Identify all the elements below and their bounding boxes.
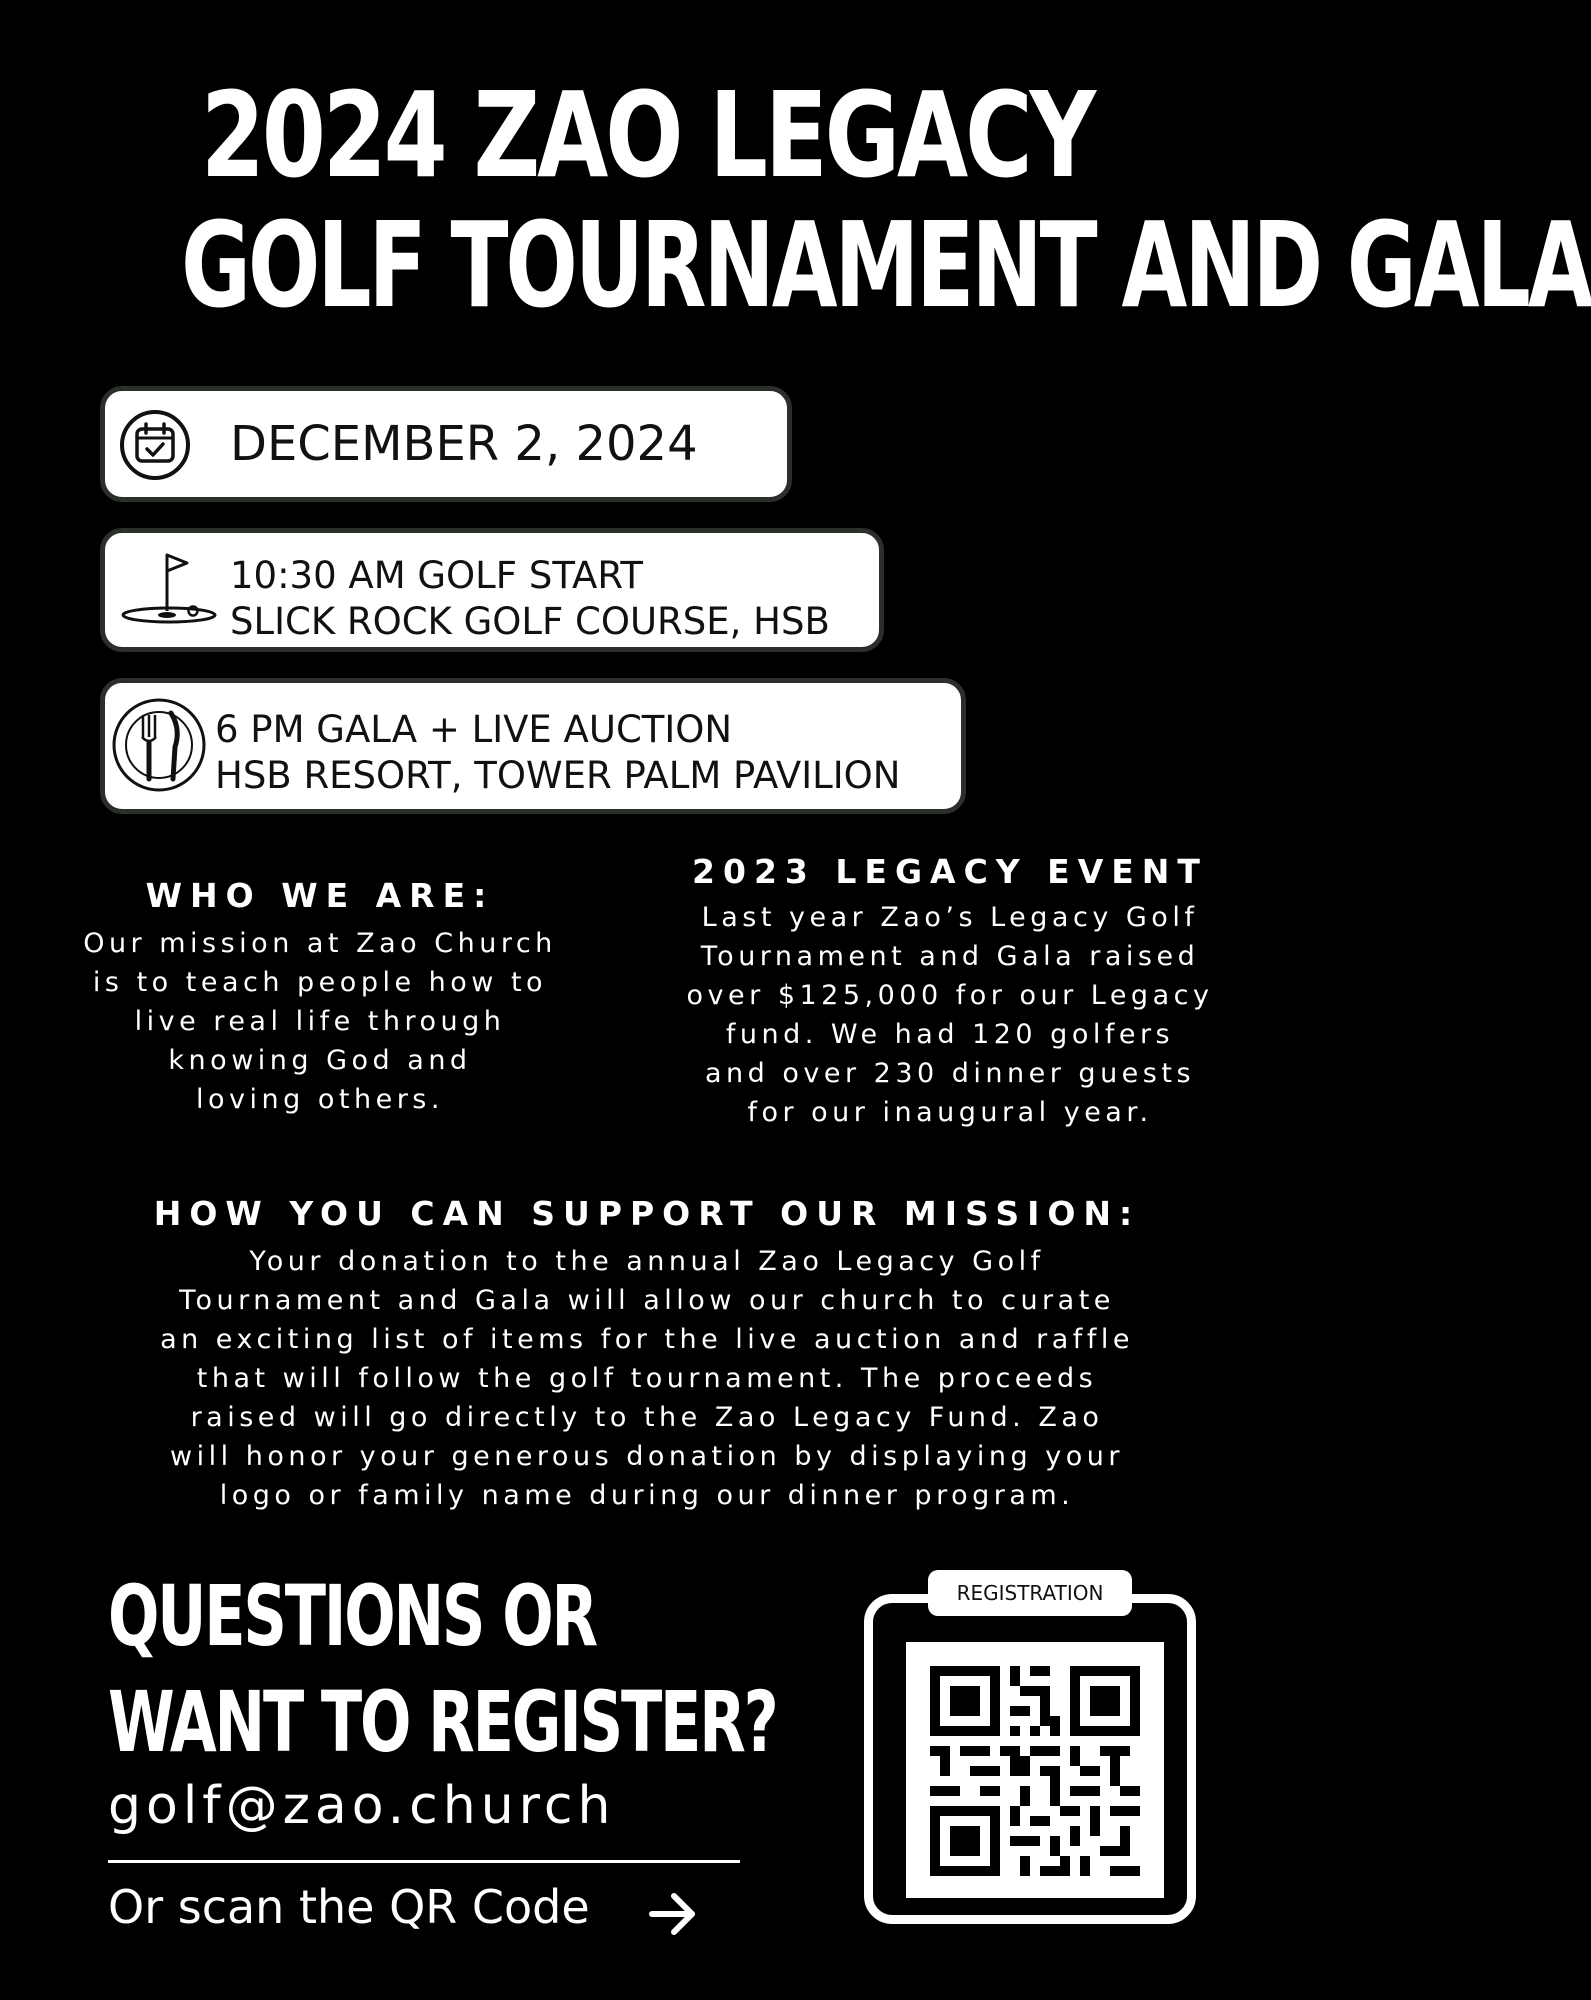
date-pill	[100, 386, 792, 502]
gala-pill	[100, 678, 966, 814]
event-title-line-1: 2024 ZAO LEGACY	[200, 66, 1094, 204]
text-line: will honor your generous donation by displaying your	[170, 1441, 1124, 1472]
text-line: live real life through	[134, 1006, 506, 1037]
text-line: Last year Zao’s Legacy Golf	[701, 902, 1199, 933]
gala-location: HSB RESORT, TOWER PALM PAVILION	[215, 754, 901, 797]
registration-tab-label: REGISTRATION	[928, 1570, 1132, 1616]
scan-qr-text: Or scan the QR Code	[108, 1880, 590, 1934]
text-line: is to teach people how to	[92, 967, 548, 998]
text-line: fund. We had 120 golfers	[725, 1019, 1175, 1050]
text-line: Our mission at Zao Church	[83, 928, 557, 959]
divider	[108, 1860, 740, 1863]
golf-flag-icon	[119, 549, 223, 638]
text-line: and over 230 dinner guests	[704, 1058, 1196, 1089]
legacy-2023-text	[655, 898, 1245, 1132]
support-text	[75, 1242, 1219, 1515]
event-date: DECEMBER 2, 2024	[230, 416, 698, 472]
contact-email-link[interactable]: golf@zao.church	[108, 1776, 616, 1836]
text-line: Tournament and Gala raised	[700, 941, 1200, 972]
text-line: raised will go directly to the Zao Legacy Fund. Zao	[190, 1402, 1104, 1433]
text-line: Tournament and Gala will allow our church to curate	[179, 1285, 1115, 1316]
golf-course-location: SLICK ROCK GOLF COURSE, HSB	[230, 600, 830, 643]
event-title-line-2: GOLF TOURNAMENT AND GALA	[181, 196, 1591, 334]
text-line: Your donation to the annual Zao Legacy Golf	[249, 1246, 1045, 1277]
gala-time: 6 PM GALA + LIVE AUCTION	[215, 708, 733, 751]
calendar-icon	[119, 409, 191, 486]
golf-pill	[100, 528, 884, 652]
text-line: knowing God and	[168, 1045, 472, 1076]
text-line: loving others.	[196, 1084, 444, 1115]
qr-code[interactable]	[906, 1642, 1164, 1898]
golf-start-time: 10:30 AM GOLF START	[230, 554, 643, 597]
text-line: that will follow the golf tournament. The proceeds	[196, 1363, 1098, 1394]
qr-code-icon	[930, 1666, 1140, 1876]
who-we-are-text	[40, 924, 600, 1119]
text-line: logo or family name during our dinner program.	[219, 1480, 1075, 1511]
text-line: for our inaugural year.	[747, 1097, 1153, 1128]
text-line: an exciting list of items for the live auction and raffle	[160, 1324, 1134, 1355]
dining-plate-icon	[109, 695, 209, 800]
questions-heading-line-2: WANT TO REGISTER?	[108, 1673, 777, 1771]
who-we-are-heading: WHO WE ARE:	[145, 876, 495, 915]
arrow-right-icon	[646, 1886, 702, 1947]
questions-heading-line-1: QUESTIONS OR	[108, 1567, 596, 1665]
support-heading: HOW YOU CAN SUPPORT OUR MISSION:	[153, 1194, 1141, 1233]
legacy-2023-heading: 2023 LEGACY EVENT	[692, 852, 1208, 891]
text-line: over $125,000 for our Legacy	[686, 980, 1214, 1011]
